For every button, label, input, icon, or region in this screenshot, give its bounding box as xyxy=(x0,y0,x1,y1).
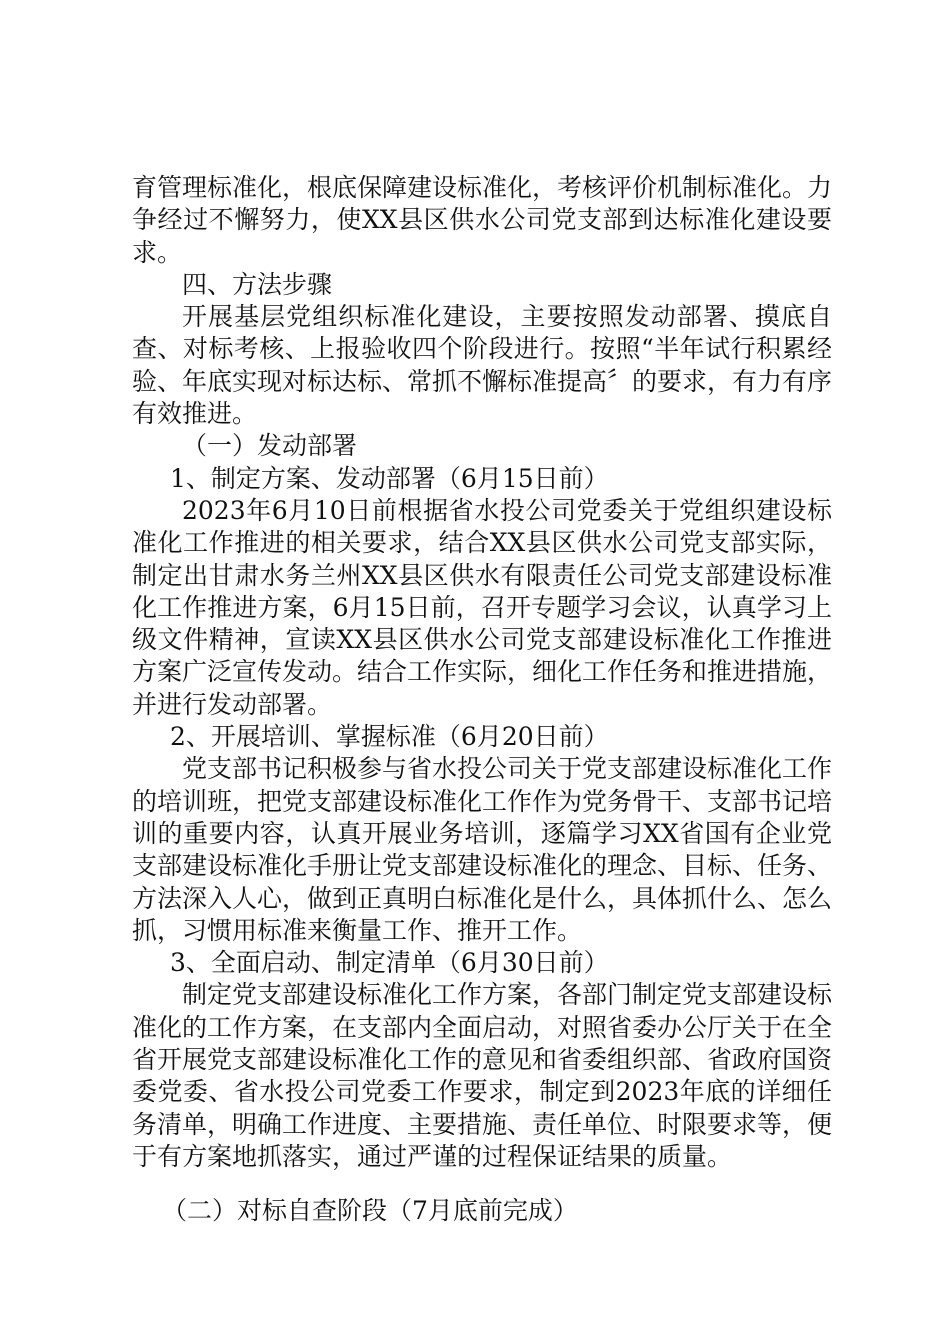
document-body xyxy=(132,172,832,1228)
paragraph-item-3: 制定党支部建设标准化工作方案，各部门制定党支部建设标准化的工作方案，在支部内全面启动，对照省委办公厅关于在全省开展党支部建设标准化工作的意见和省委组织部、省政府国资委党委、省水投公司党委工作要求，制定到2023年底的详细任务清单，明确工作进度、主要措施、责任单位、时限要求等，便于有方案地抓落实，通过严谨的过程保证结果的质量。 xyxy=(132,980,833,1171)
item-heading-1: 1、制定方案、发动部署（6月15日前） xyxy=(170,463,609,493)
subsection-heading-mobilize: （一）发动部署 xyxy=(182,431,358,461)
section-heading-methods: 四、方法步骤 xyxy=(182,269,333,299)
subsection-heading-self-check: （二）对标自查阶段（7月底前完成） xyxy=(162,1196,578,1226)
paragraph-continuation: 育管理标准化，根底保障建设标准化，考核评价机制标准化。力争经过不懈努力，使XX县区供水公司党支部到达标准化建设要求。 xyxy=(132,173,833,267)
item-heading-2: 2、开展培训、掌握标准（6月20日前） xyxy=(170,722,609,752)
item-heading-3: 3、全面启动、制定清单（6月30日前） xyxy=(170,948,609,978)
paragraph-item-1: 2023年6月10日前根据省水投公司党委关于党组织建设标准化工作推进的相关要求，结合XX县区供水公司党支部实际，制定出甘肃水务兰州XX县区供水有限责任公司党支部建设标准化工作推进方案，6月15日前，召开专题学习会议，认真学习上级文件精神，宣读XX县区供水公司党支部建设标准化工作推进方案广泛宣传发动。结合工作实际，细化工作任务和推进措施，并进行发动部署。 xyxy=(132,495,833,719)
paragraph-methods-intro: 开展基层党组织标准化建设，主要按照发动部署、摸底自查、对标考核、上报验收四个阶段进行。按照“半年试行积累经验、年底实现对标达标、常抓不懈标准提高〞的要求，有力有序有效推进。 xyxy=(132,302,833,429)
paragraph-item-2: 党支部书记积极参与省水投公司关于党支部建设标准化工作的培训班，把党支部建设标准化工作作为党务骨干、支部书记培训的重要内容，认真开展业务培训，逐篇学习XX省国有企业党支部建设标准化手册让党支部建设标准化的理念、目标、任务、方法深入人心，做到正真明白标准化是什么，具体抓什么、怎么抓，习惯用标准来衡量工作、推开工作。 xyxy=(132,754,833,945)
